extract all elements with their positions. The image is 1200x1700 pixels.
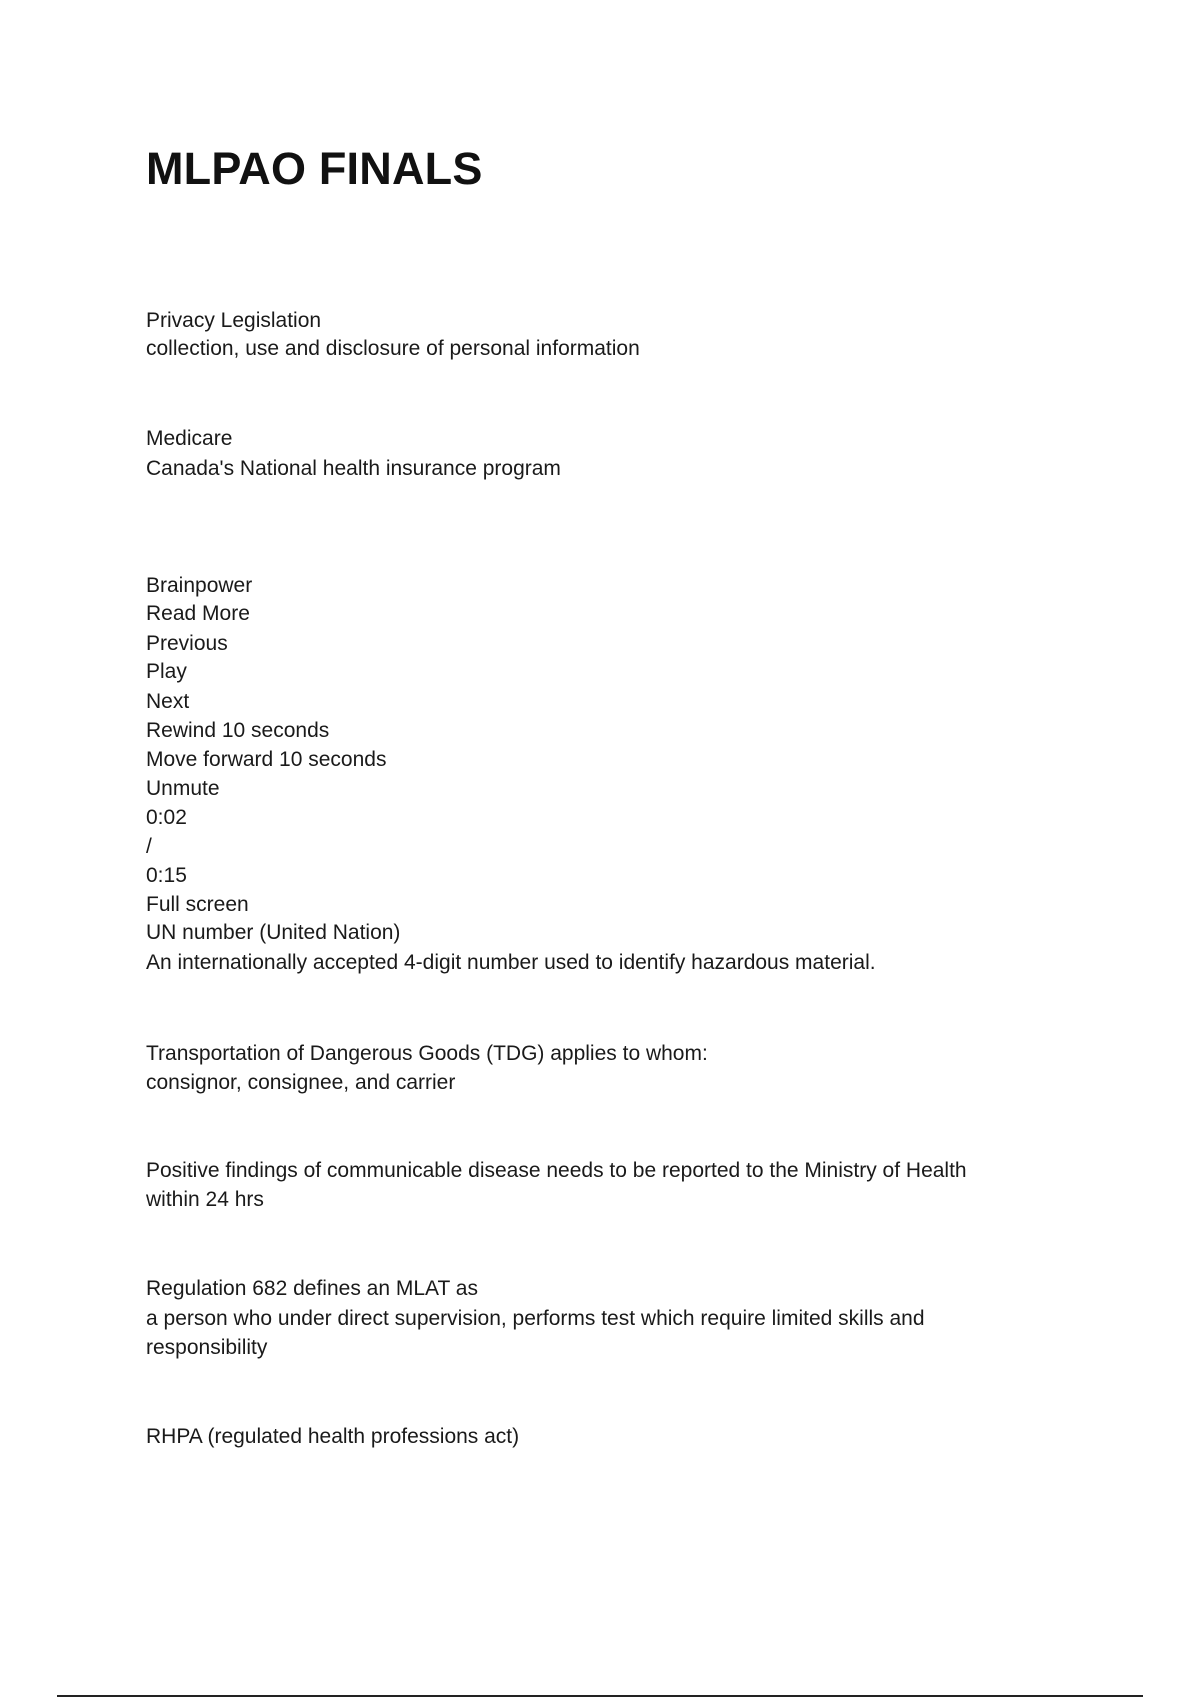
- text-previous: Previous: [146, 632, 228, 655]
- text-current-time: 0:02: [146, 806, 187, 829]
- term-tdg: Transportation of Dangerous Goods (TDG) applies to whom:: [146, 1042, 708, 1065]
- definition-privacy-legislation: collection, use and disclosure of personal information: [146, 337, 640, 360]
- page-title: MLPAO FINALS: [146, 143, 483, 194]
- term-regulation-682: Regulation 682 defines an MLAT as: [146, 1277, 478, 1300]
- text-read-more: Read More: [146, 602, 250, 625]
- text-next: Next: [146, 690, 190, 713]
- text-unmute: Unmute: [146, 777, 220, 800]
- definition-tdg: consignor, consignee, and carrier: [146, 1071, 456, 1094]
- term-medicare: Medicare: [146, 427, 233, 450]
- term-communicable-disease: Positive findings of communicable disease needs to be reported to the Ministry of Health: [146, 1159, 967, 1182]
- term-rhpa: RHPA (regulated health professions act): [146, 1425, 520, 1448]
- page-bottom-divider: [57, 1695, 1143, 1697]
- text-move-forward: Move forward 10 seconds: [146, 748, 387, 771]
- definition-medicare: Canada's National health insurance program: [146, 457, 561, 480]
- term-privacy-legislation: Privacy Legislation: [146, 309, 322, 332]
- text-rewind: Rewind 10 seconds: [146, 719, 330, 742]
- text-full-screen: Full screen: [146, 893, 249, 916]
- definition-communicable-disease: within 24 hrs: [146, 1188, 264, 1211]
- text-time-separator: /: [146, 835, 152, 858]
- definition-un-number: An internationally accepted 4-digit number used to identify hazardous material.: [146, 951, 876, 974]
- text-play: Play: [146, 660, 187, 683]
- term-un-number: UN number (United Nation): [146, 921, 401, 944]
- definition-regulation-682-line1: a person who under direct supervision, performs test which require limited skills and: [146, 1307, 925, 1330]
- text-brainpower: Brainpower: [146, 574, 253, 597]
- definition-regulation-682-line2: responsibility: [146, 1336, 268, 1359]
- text-total-time: 0:15: [146, 864, 187, 887]
